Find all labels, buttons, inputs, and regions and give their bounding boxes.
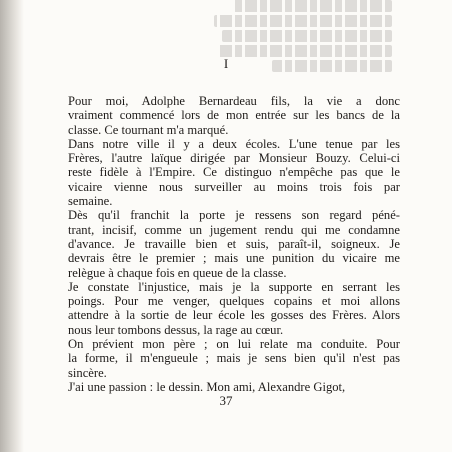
paragraph [68, 337, 400, 380]
text-line: Dans notre ville il y a deux écoles. L'une tenue par les [68, 136, 400, 151]
text-line: Frères, l'autre laïque dirigée par Monsieur Bouzy. Celui-ci [68, 151, 400, 166]
text-line: Pour moi, Adolphe Bernardeau fils, la vie a donc [68, 94, 400, 108]
text-line: sincère. [68, 365, 107, 380]
paragraph [68, 94, 400, 137]
chapter-numeral: I [223, 56, 229, 71]
text-line: la forme, il m'engueule ; mais je sens bien qu'il n'est pas [68, 351, 400, 366]
text-line: reste fidèle à l'Empire. Ce distinguo n'empêche pas que le [68, 165, 400, 180]
text-line: poings. Pour me venger, quelques copains et moi allons [68, 294, 400, 309]
text-line: Je constate l'injustice, mais je la supporte en serrant les [68, 279, 400, 294]
page-number: 37 [219, 393, 233, 408]
paragraph [68, 137, 400, 208]
paragraph [68, 280, 400, 337]
text-line: vicaire vienne nous surveiller au moins trois fois par [68, 179, 400, 194]
body-text [68, 94, 400, 394]
text-line: trant, incisif, comme un jugement rendu qui me condamne [68, 222, 400, 237]
text-line: relègue à chaque fois en queue de la classe. [68, 265, 287, 280]
text-line: nous leur tombons dessus, la rage au cœur. [68, 322, 284, 337]
text-line: attendre à la sortie de leur école les gosses des Frères. Alors [68, 308, 400, 323]
show-through-line [222, 30, 392, 42]
text-line: vraiment commencé lors de mon entrée sur les bancs de la [68, 108, 400, 123]
text-line: On prévient mon père ; on lui relate ma conduite. Pour [68, 337, 400, 352]
show-through-line [232, 0, 392, 12]
show-through-line [214, 15, 392, 27]
text-line: devrais être le premier ; mais une punition du vicaire me [68, 251, 400, 266]
paragraph [68, 208, 400, 279]
text-line: semaine. [68, 194, 113, 209]
text-line: classe. Ce tournant m'a marqué. [68, 122, 229, 137]
text-line: d'avance. Je travaille bien et suis, paraît-il, soigneux. Je [68, 236, 400, 251]
text-line: J'ai une passion : le dessin. Mon ami, Alexandre Gigot, [68, 379, 346, 394]
text-line: Dès qu'il franchit la porte je ressens son regard péné- [68, 208, 400, 223]
